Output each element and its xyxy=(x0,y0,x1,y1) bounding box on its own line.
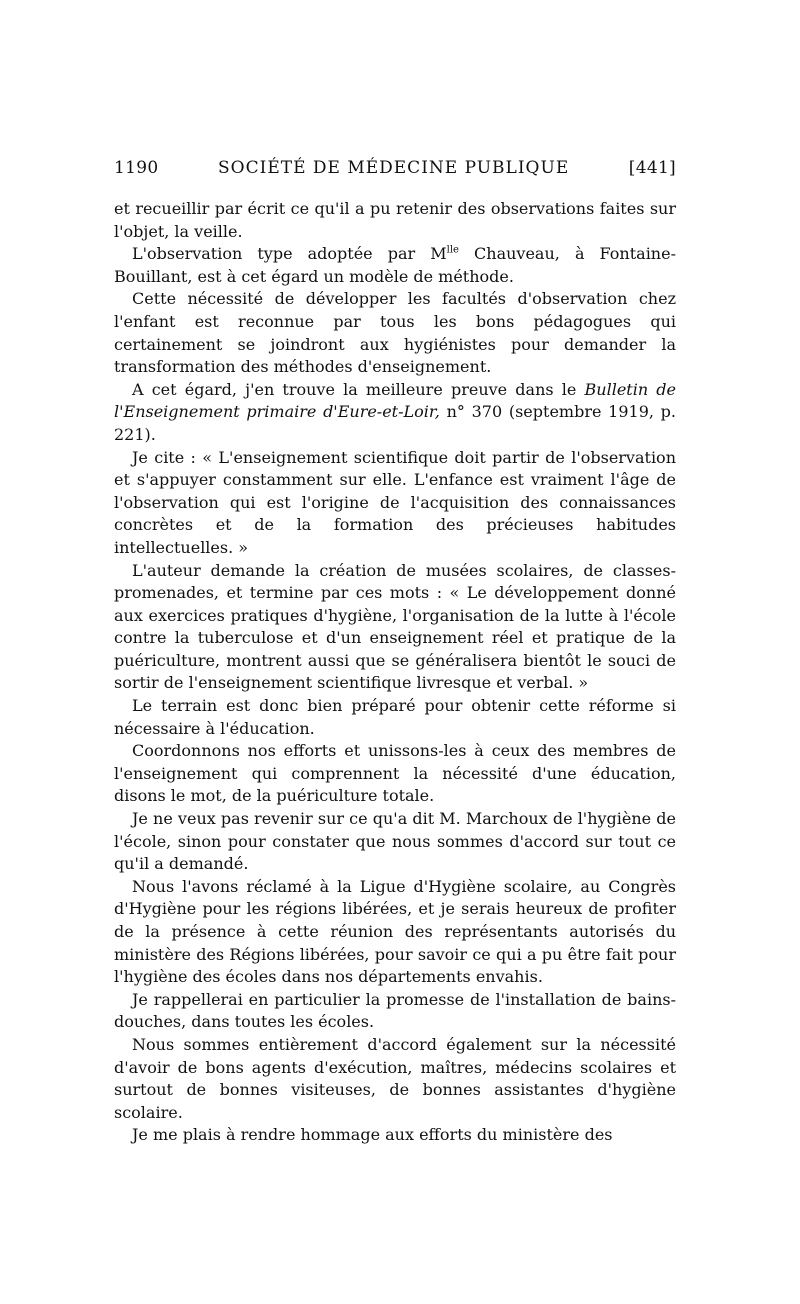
publication-title: Bulletin de l'Enseignement primaire d'Eure-et-Loir, xyxy=(114,379,677,422)
paragraph: L'auteur demande la création de musées scolaires, de classes-promenades, et termine par ces mots : « Le développement donné aux exercices pratiques d'hygiène, l'organisation de la lutte à l'école contre la tuberculose et d'un enseignement réel et pratique de la puériculture, montrent aussi que se généralisera bientôt le souci de sortir de l'enseignement scientifique livresque et verbal. » xyxy=(114,560,676,693)
running-header xyxy=(114,158,676,188)
paragraph: Je ne veux pas revenir sur ce qu'a dit M. Marchoux de l'hygiène de l'école, sinon pour constater que nous sommes d'accord sur tout ce qu'il a demandé. xyxy=(114,809,676,874)
paragraph: Nous l'avons réclamé à la Ligue d'Hygiène scolaire, au Congrès d'Hygiène pour les régions libérées, et je serais heureux de profiter de la présence à cette réunion des représentants autorisés du ministère des Régions libérées, pour savoir ce qui a pu être fait pour l'hygiène des écoles dans nos départements envahis. xyxy=(114,876,676,987)
paragraph: Cette nécessité de développer les facultés d'observation chez l'enfant est reconnue par tous les bons pédagogues qui certainement se joindront aux hygiénistes pour demander la transformation des méthodes d'enseignement. xyxy=(114,289,676,377)
paragraph: Nous sommes entièrement d'accord également sur la nécessité d'avoir de bons agents d'exécution, maîtres, médecins scolaires et surtout de bonnes visiteuses, de bonnes assistantes d'hygiène scolaire. xyxy=(114,1034,676,1122)
body-text xyxy=(114,198,676,1147)
paragraph: Le terrain est donc bien préparé pour obtenir cette réforme si nécessaire à l'éducation. xyxy=(114,696,676,738)
paragraph: et recueillir par écrit ce qu'il a pu retenir des observations faites sur l'objet, la veille. xyxy=(114,199,676,241)
page-number: 1190 xyxy=(114,158,159,178)
paragraph: Je me plais à rendre hommage aux efforts du ministère des xyxy=(132,1125,613,1145)
running-title: SOCIÉTÉ DE MÉDECINE PUBLIQUE xyxy=(218,158,570,178)
paragraph: Je rappellerai en particulier la promesse de l'installation de bains-douches, dans toutes les écoles. xyxy=(114,989,676,1032)
paragraph: Coordonnons nos efforts et unissons-les à ceux des membres de l'enseignement qui comprennent la nécessité d'une éducation, disons le mot, de la puériculture totale. xyxy=(114,741,676,806)
paragraph: L'observation type adoptée par $M^{lle}$ Chauveau, à Fontaine-Bouillant, est à cet égard un modèle de méthode. xyxy=(114,244,676,286)
section-reference: [441] xyxy=(628,158,676,178)
book-page xyxy=(114,158,676,1147)
paragraph: A cet égard, j'en trouve la meilleure preuve dans le Bulletin de l'Enseignement primaire d'Eure-et-Loir, n° 370 (septembre 1919, p. 221). xyxy=(114,379,677,444)
paragraph: Je cite : « L'enseignement scientifique doit partir de l'observation et s'appuyer constamment sur elle. L'enfance est vraiment l'âge de l'observation qui est l'origine de l'acquisition des connaissances concrètes et de la formation des précieuses habitudes intellectuelles. » xyxy=(114,447,676,557)
superscript: lle xyxy=(446,244,459,256)
